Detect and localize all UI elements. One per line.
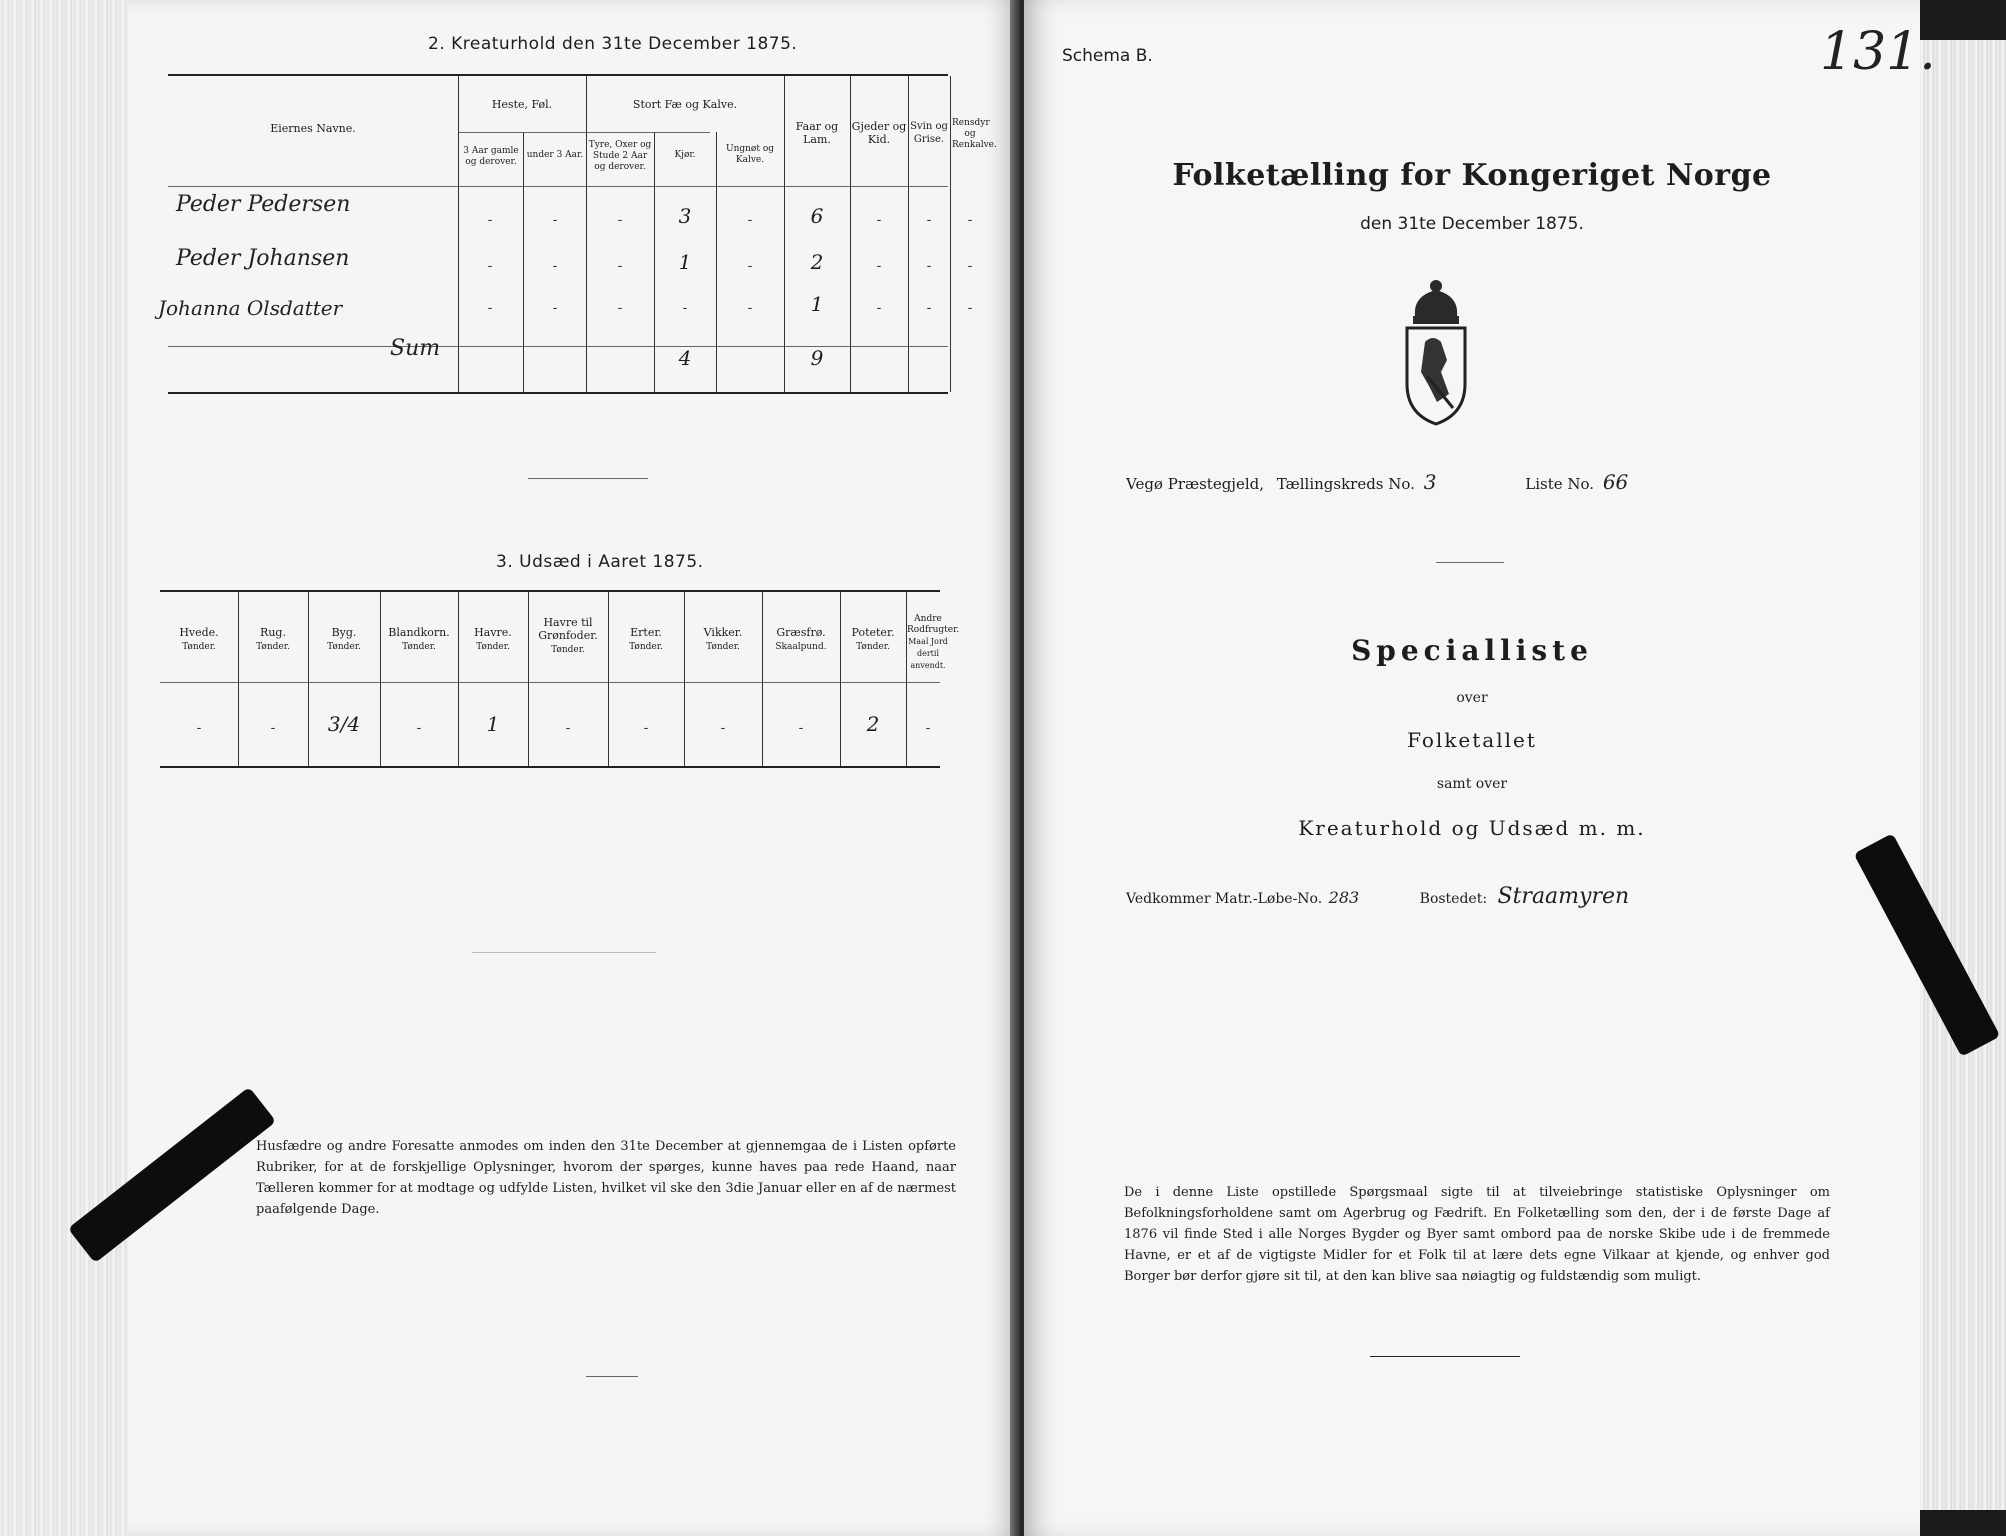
- owner-name: Peder Pedersen: [176, 192, 351, 217]
- table3-col-divider: [608, 592, 609, 766]
- table-cell: -: [617, 258, 623, 274]
- krets-label: Tællingskreds No.: [1276, 475, 1415, 493]
- table-cell: -: [617, 212, 623, 228]
- table-cell: -: [552, 212, 558, 228]
- table-cell: -: [967, 300, 973, 316]
- bosted-label: Bostedet:: [1419, 891, 1488, 907]
- schema-label: Schema B.: [1062, 46, 1153, 66]
- table-cell: -: [967, 258, 973, 274]
- table-cell: -: [926, 258, 932, 274]
- right-page: [1024, 0, 1936, 1536]
- footer-text: De i denne Liste opstillede Spørgsmaal sigte til at tilveiebringe statistiske Oplysninger om Befolkningsforholdene samt om Agerbrug og Fædrift. En Folketælling som den, der i de første Dage af 1876 vil finde Sted i alle Norges Bygder og Byer samt ombord paa de norske Skibe ude i de fremmede Havne, er et af de vigtigste Midler for et Folk til at lære dets egne Vilkaar at kjende, og enhver god Borger bør derfor gjøre sit til, at den kan blive saa nøiagtig og fuldstændig som muligt.: [1124, 1185, 1830, 1284]
- sum-cell: 4: [678, 346, 692, 370]
- col-header-gjeder: Gjeder og Kid.: [851, 120, 907, 146]
- matr-label: Vedkommer Matr.-Løbe-No.: [1126, 891, 1323, 907]
- col-header-owner: Eiernes Navne.: [270, 122, 356, 135]
- table2-header-rule: [168, 186, 948, 187]
- udsaed-value: -: [270, 720, 276, 736]
- page-number: 131.: [1820, 22, 1936, 82]
- table-cell: -: [682, 300, 688, 316]
- specialliste-title: Specialliste: [1351, 634, 1593, 667]
- over-text: over: [1456, 690, 1488, 706]
- table-cell: 3: [678, 204, 692, 228]
- liste-value: 66: [1602, 470, 1629, 494]
- col-header-heste-3aar: 3 Aar gamle og derover.: [463, 146, 519, 167]
- table-cell: -: [876, 258, 882, 274]
- col-header-faar: Faar og Lam.: [795, 120, 839, 146]
- matr-value: 283: [1328, 888, 1360, 907]
- main-subtitle: den 31te December 1875.: [1360, 214, 1584, 234]
- table3-header-rule: [160, 682, 940, 683]
- owner-name: Peder Johansen: [176, 246, 350, 271]
- table3-col-divider: [380, 592, 381, 766]
- table-cell: -: [876, 212, 882, 228]
- table2-col-divider: [950, 76, 951, 392]
- table2-subheader-rule-heste: [458, 132, 558, 133]
- udsaed-header-rodfrugter: Andre Rodfrugter. Maal Jord dertil anvendt.: [907, 614, 960, 670]
- owner-name: Johanna Olsdatter: [158, 296, 343, 320]
- table3-col-divider: [308, 592, 309, 766]
- udsaed-value: 2: [866, 712, 880, 736]
- page-edges-right: [1916, 40, 2006, 1510]
- table2-col-divider: [458, 76, 459, 392]
- udsaed-header-rug: Rug. Tønder.: [256, 626, 290, 652]
- udsaed-value: -: [643, 720, 649, 736]
- folketallet-text: Folketallet: [1407, 728, 1537, 752]
- table-cell: -: [747, 212, 753, 228]
- table3-bottom-rule: [160, 766, 940, 768]
- divider: [472, 952, 656, 953]
- table-cell: -: [617, 300, 623, 316]
- table-cell: -: [552, 300, 558, 316]
- col-header-tyre: Tyre, Oxer og Stude 2 Aar og derover.: [588, 140, 652, 172]
- udsaed-value: 3/4: [327, 712, 361, 736]
- prestegjeld: Vegø Præstegjeld,: [1126, 475, 1264, 493]
- col-header-kjor: Kjør.: [674, 150, 696, 160]
- udsaed-value: -: [416, 720, 422, 736]
- table-cell: -: [487, 258, 493, 274]
- udsaed-header-hvede: Hvede. Tønder.: [179, 626, 219, 652]
- udsaed-header-havre: Havre. Tønder.: [474, 626, 512, 652]
- table-cell: -: [967, 212, 973, 228]
- udsaed-value: -: [720, 720, 726, 736]
- divider: [528, 478, 648, 479]
- table2-bottom-rule: [168, 392, 948, 394]
- table-cell: -: [487, 212, 493, 228]
- table-cell: -: [747, 258, 753, 274]
- udsaed-value: -: [196, 720, 202, 736]
- divider: [586, 1376, 638, 1377]
- udsaed-header-byg: Byg. Tønder.: [327, 626, 361, 652]
- udsaed-value: 1: [486, 712, 500, 736]
- table3-col-divider: [684, 592, 685, 766]
- sum-label: Sum: [390, 336, 441, 361]
- table-cell: -: [747, 300, 753, 316]
- divider: [1370, 1356, 1520, 1357]
- section3-title: 3. Udsæd i Aaret 1875.: [496, 552, 704, 572]
- liste-label: Liste No.: [1525, 475, 1595, 493]
- table3-col-divider: [238, 592, 239, 766]
- table-cell: -: [926, 300, 932, 316]
- matr-line: [1126, 884, 1846, 909]
- samt-over-text: samt over: [1436, 776, 1508, 792]
- table3-col-divider: [840, 592, 841, 766]
- col-header-heste-under3: under 3 Aar.: [526, 150, 584, 160]
- udsaed-header-blandkorn: Blandkorn. Tønder.: [388, 626, 450, 652]
- table-cell: 2: [810, 250, 824, 274]
- table-cell: 1: [678, 250, 692, 274]
- udsaed-header-poteter: Poteter. Tønder.: [851, 626, 895, 652]
- udsaed-header-erter: Erter. Tønder.: [629, 626, 663, 652]
- norwegian-coat-of-arms-icon: [1397, 276, 1475, 430]
- udsaed-header-havre-gronfoder: Havre til Grønfoder. Tønder.: [538, 616, 598, 655]
- table-cell: 1: [810, 292, 824, 316]
- col-header-ungnot: Ungnøt og Kalve.: [725, 144, 774, 165]
- table-cell: 6: [810, 204, 824, 228]
- table-cell: -: [552, 258, 558, 274]
- table2-subheader-rule-stort: [558, 132, 710, 133]
- table2-top-rule: [168, 74, 948, 76]
- sum-cell: 9: [810, 346, 824, 370]
- table3-col-divider: [458, 592, 459, 766]
- table2-col-divider: [586, 76, 587, 392]
- main-title: Folketælling for Kongeriget Norge: [1172, 158, 1772, 193]
- table3-col-divider: [762, 592, 763, 766]
- col-header-heste: Heste, Føl.: [491, 98, 553, 111]
- table-cell: -: [876, 300, 882, 316]
- notice-text: Husfædre og andre Foresatte anmodes om inden den 31te December at gjennemgaa de i Listen opførte Rubriker, for at de forskjellige Oplysninger, hvorom der spørges, kunne haves paa rede Haand, naar Tælleren kommer for at modtage og udfylde Listen, hvilket vil ske den 3die Januar eller en af de nærmest paafølgende Dage.: [256, 1139, 956, 1217]
- divider: [1436, 562, 1504, 563]
- table3-top-rule: [160, 590, 940, 592]
- udsaed-value: -: [565, 720, 571, 736]
- udsaed-value: -: [925, 720, 931, 736]
- udsaed-value: -: [798, 720, 804, 736]
- krets-value: 3: [1423, 470, 1437, 494]
- left-page: [128, 0, 1018, 1536]
- bosted-value: Straamyren: [1497, 884, 1630, 909]
- udsaed-header-vikker: Vikker. Tønder.: [703, 626, 743, 652]
- col-header-stort: Stort Fæ og Kalve.: [632, 98, 738, 111]
- table-cell: -: [926, 212, 932, 228]
- table-cell: -: [487, 300, 493, 316]
- udsaed-header-graesfro: Græsfrø. Skaalpund.: [775, 626, 827, 652]
- section2-title: 2. Kreaturhold den 31te December 1875.: [428, 34, 798, 54]
- kreaturhold-text: Kreaturhold og Udsæd m. m.: [1298, 816, 1646, 840]
- col-header-rensdyr: Rensdyr og Renkalve.: [952, 118, 997, 150]
- col-header-svin: Svin og Grise.: [910, 121, 948, 145]
- location-line: [1126, 470, 1846, 494]
